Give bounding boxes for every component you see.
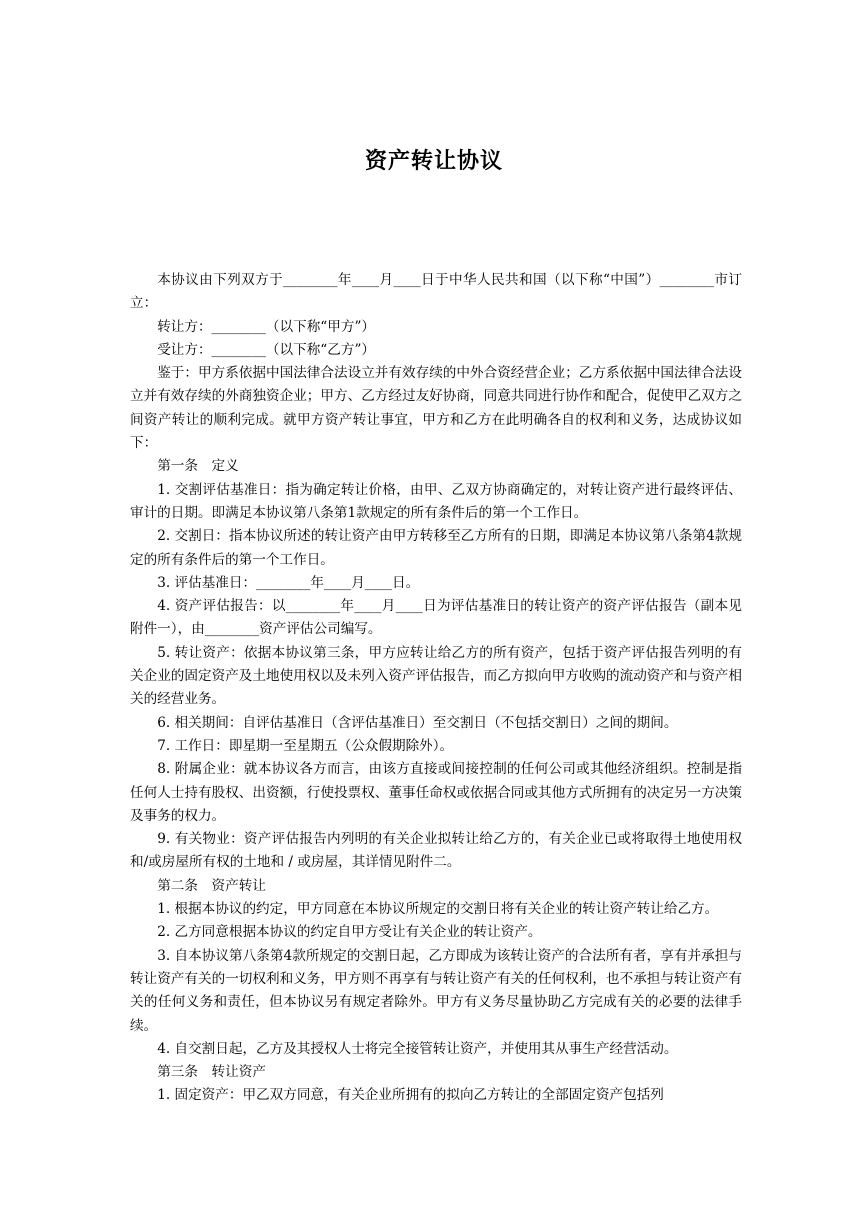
paragraph: 转让方：________（以下称“甲方”）: [157, 318, 375, 335]
paragraph: 4. 自交割日起，乙方及其授权人士将完全接管转让资产，并使用其从事生产经营活动。: [157, 1040, 678, 1057]
paragraph: 受让方：________（以下称“乙方”）: [157, 341, 375, 358]
paragraph: 1. 固定资产：甲乙双方同意，有关企业所拥有的拟向乙方转让的全部固定资产包括列: [157, 1087, 664, 1104]
paragraph: 1. 交割评估基准日：指为确定转让价格，由甲、乙双方协商确定的，对转让资产进行最终评估、审计的日期。即满足本协议第八条第1款规定的所有条件后的第一个工作日。: [130, 481, 742, 521]
document-title: 资产转让协议: [364, 148, 503, 174]
paragraph: 9. 有关物业：资产评估报告内列明的有关企业拟转让给乙方的，有关企业已或将取得土地使用权和/或房屋所有权的土地和 / 或房屋，其详情见附件二。: [130, 831, 742, 871]
paragraph: 1. 根据本协议的约定，甲方同意在本协议所规定的交割日将有关企业的转让资产转让给乙方。: [157, 901, 719, 918]
paragraph: 3. 评估基准日：________年____月____日。: [157, 574, 420, 591]
paragraph: 7. 工作日：即星期一至星期五（公众假期除外）。: [157, 737, 454, 754]
paragraph: 6. 相关期间：自评估基准日（含评估基准日）至交割日（不包括交割日）之间的期间。: [157, 714, 678, 731]
paragraph: 4. 资产评估报告：以________年____月____日为评估基准日的转让资产的资产评估报告（副本见附件一），由________资产评估公司编写。: [130, 598, 742, 638]
paragraph: 3. 自本协议第八条第4款所规定的交割日起，乙方即成为该转让资产的合法所有者，享有并承担与转让资产有关的一切权利和义务，甲方则不再享有与转让资产有关的任何权利，也不承担与转让资产有关的任何义务和责任，但本协议另有规定者除外。甲方有义务尽量协助乙方完成有关的必要的法律手续。: [130, 947, 742, 1034]
document-body: [130, 269, 742, 1108]
paragraph: 8. 附属企业：就本协议各方而言，由该方直接或间接控制的任何公司或其他经济组织。控制是指任何人士持有股权、出资额，行使投票权、董事任命权或依据合同或其他方式所拥有的决定另一方决策及事务的权力。: [130, 761, 742, 824]
paragraph: 2. 乙方同意根据本协议的约定自甲方受让有关企业的转让资产。: [157, 924, 542, 941]
paragraph: 本协议由下列双方于________年____月____日于中华人民共和国（以下称“中国”）________市订立：: [130, 272, 742, 312]
paragraph: 2. 交割日：指本协议所述的转让资产由甲方转移至乙方所有的日期，即满足本协议第八条第4款规定的所有条件后的第一个工作日。: [130, 528, 742, 568]
article-heading: 第一条 定义: [157, 458, 239, 475]
article-heading: 第二条 资产转让: [157, 877, 266, 894]
paragraph: 5. 转让资产：依据本协议第三条，甲方应转让给乙方的所有资产，包括于资产评估报告列明的有关企业的固定资产及土地使用权以及未列入资产评估报告，而乙方拟向甲方收购的流动资产和与资产相关的经营业务。: [130, 644, 742, 708]
paragraph: 鉴于：甲方系依据中国法律合法设立并有效存续的中外合资经营企业；乙方系依据中国法律合法设立并有效存续的外商独资企业；甲方、乙方经过友好协商，同意共同进行协作和配合，促使甲乙双方之间资产转让的顺利完成。就甲方资产转让事宜，甲方和乙方在此明确各自的权利和义务，达成协议如下：: [130, 365, 742, 452]
article-heading: 第三条 转让资产: [157, 1064, 266, 1081]
